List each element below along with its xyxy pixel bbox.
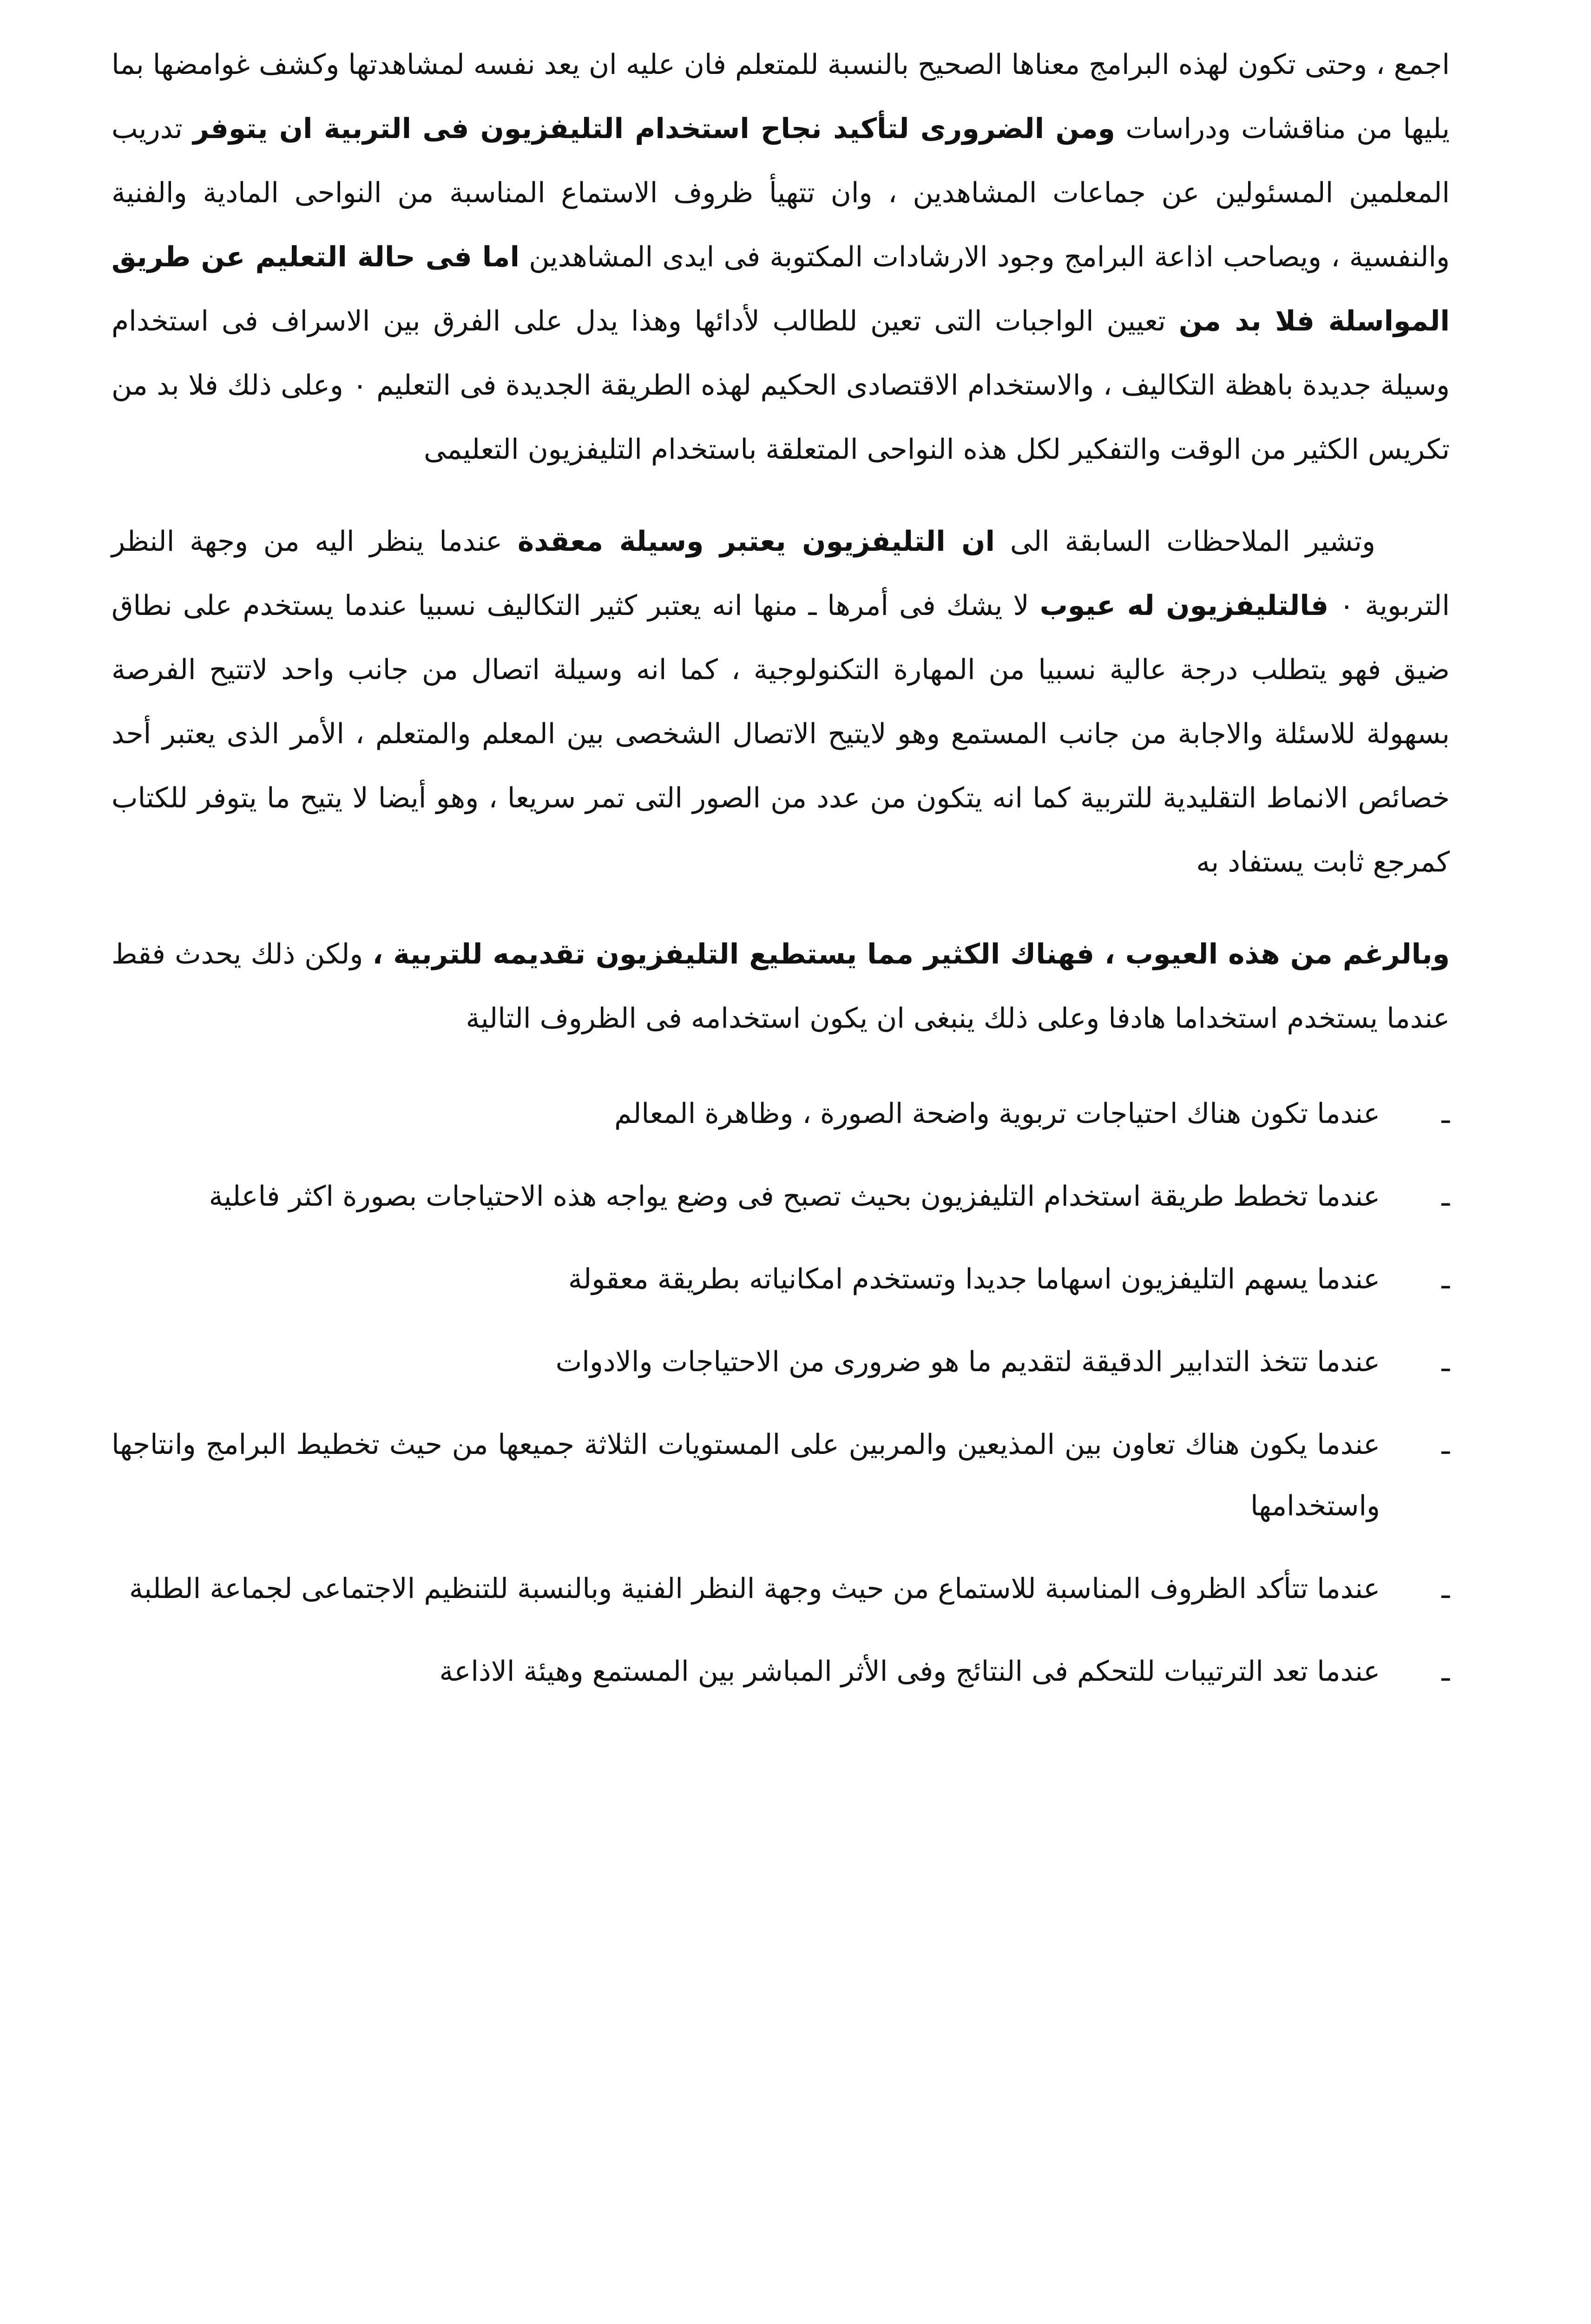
paragraph-2-text-b: عندما ينظر اليه من وجهة النظر التربوية ٠ bbox=[112, 525, 1450, 622]
dash-bullet-icon: ـ bbox=[1441, 1263, 1450, 1295]
list-item bbox=[112, 1083, 1450, 1144]
paragraph-2-text-a: وتشير الملاحظات السابقة الى bbox=[1010, 525, 1376, 558]
list-item-text: عندما تتأكد الظروف المناسبة للاستماع من حيث وجهة النظر الفنية وبالنسبة للتنظيم الاجتماعى لجماعة الطلبة bbox=[129, 1572, 1380, 1605]
list-item bbox=[112, 1166, 1450, 1227]
conditions-list bbox=[112, 1083, 1450, 1702]
paragraph-3 bbox=[112, 922, 1450, 1050]
dash-bullet-icon: ـ bbox=[1441, 1180, 1450, 1213]
list-item bbox=[112, 1558, 1450, 1619]
list-item-text: عندما تكون هناك احتياجات تربوية واضحة الصورة ، وظاهرة المعالم bbox=[614, 1097, 1380, 1130]
list-item-text: عندما تعد الترتيبات للتحكم فى النتائج وفى الأثر المباشر بين المستمع وهيئة الاذاعة bbox=[439, 1655, 1380, 1688]
paragraph-1-text-c: تعيين الواجبات التى تعين للطالب لأدائها وهذا يدل على الفرق بين الاسراف فى استخدام وسيلة جديدة باهظة التكاليف ، والاستخدام الاقتصادى الحكيم لهذه الطريقة الجديدة فى التعليم ٠ وعلى ذلك فلا بد من تكريس الكثير من الوقت والتفكير لكل هذه النواحى المتعلقة باستخدام التليفزيون التعليمى bbox=[112, 305, 1450, 466]
dash-bullet-icon: ـ bbox=[1441, 1097, 1450, 1130]
paragraph-2-bold-a: ان التليفزيون يعتبر وسيلة معقدة bbox=[517, 525, 995, 558]
paragraph-2-text-c: لا يشك فى أمرها ـ منها انه يعتبر كثير التكاليف نسبيا عندما يستخدم على نطاق ضيق فهو يتطلب درجة عالية نسبيا من المهارة التكنولوجية ، كما انه وسيلة اتصال من جانب واحد لاتتيح الفرصة بسهولة للاسئلة والاجابة من جانب المستمع وهو لايتيح الاتصال الشخصى بين المعلم والمتعلم ، الأمر الذى يعتبر أحد خصائص الانماط التقليدية للتربية كما انه يتكون من عدد من الصور التى تمر سريعا ، وهو أيضا لا يتيح ما يتوفر للكتاب كمرجع ثابت يستفاد به bbox=[112, 589, 1450, 878]
dash-bullet-icon: ـ bbox=[1441, 1428, 1450, 1461]
paragraph-2 bbox=[112, 509, 1450, 894]
list-item bbox=[112, 1414, 1450, 1537]
list-item-text: عندما يسهم التليفزيون اسهاما جديدا وتستخدم امكانياته بطريقة معقولة bbox=[568, 1263, 1380, 1295]
paragraph-1-bold-a: ومن الضرورى لتأكيد نجاح استخدام التليفزيون فى التربية ان يتوفر bbox=[193, 112, 1115, 145]
page-body bbox=[112, 33, 1450, 2324]
paragraph-1-text-b: تدريب المعلمين المسئولين عن جماعات المشاهدين ، وان تتهيأ ظروف الاستماع المناسبة من النواحى المادية والفنية والنفسية ، ويصاحب اذاعة البرامج وجود الارشادات المكتوبة فى ايدى المشاهدين bbox=[112, 112, 1450, 273]
list-item bbox=[112, 1331, 1450, 1393]
paragraph-1-text-a: اجمع ، وحتى تكون لهذه البرامج معناها الصحيح بالنسبة للمتعلم فان عليه ان يعد نفسه لمشاهدتها وكشف غوامضها بما يليها من مناقشات ودراسات bbox=[112, 48, 1450, 145]
list-item bbox=[112, 1248, 1450, 1310]
list-item bbox=[112, 1641, 1450, 1702]
list-item-text: عندما تتخذ التدابير الدقيقة لتقديم ما هو ضرورى من الاحتياجات والادوات bbox=[555, 1346, 1380, 1378]
paragraph-3-bold-a: وبالرغم من هذه العيوب ، فهناك الكثير مما يستطيع التليفزيون تقديمه للتربية ، bbox=[372, 938, 1450, 971]
list-item-text: عندما يكون هناك تعاون بين المذيعين والمربين على المستويات الثلاثة جميعها من حيث تخطيط البرامج وانتاجها واستخدامها bbox=[112, 1428, 1380, 1522]
dash-bullet-icon: ـ bbox=[1441, 1655, 1450, 1688]
list-item-text: عندما تخطط طريقة استخدام التليفزيون بحيث تصبح فى وضع يواجه هذه الاحتياجات بصورة اكثر فاعلية bbox=[209, 1180, 1380, 1213]
paragraph-1 bbox=[112, 33, 1450, 482]
dash-bullet-icon: ـ bbox=[1441, 1346, 1450, 1378]
paragraph-2-bold-b: فالتليفزيون له عيوب bbox=[1039, 589, 1329, 622]
paragraph-1-bold-b: اما فى حالة التعليم عن طريق المواسلة فلا بد من bbox=[112, 241, 1450, 337]
dash-bullet-icon: ـ bbox=[1441, 1572, 1450, 1605]
paragraph-3-text-a: ولكن ذلك يحدث فقط عندما يستخدم استخداما هادفا وعلى ذلك ينبغى ان يكون استخدامه فى الظروف التالية bbox=[112, 938, 1450, 1035]
